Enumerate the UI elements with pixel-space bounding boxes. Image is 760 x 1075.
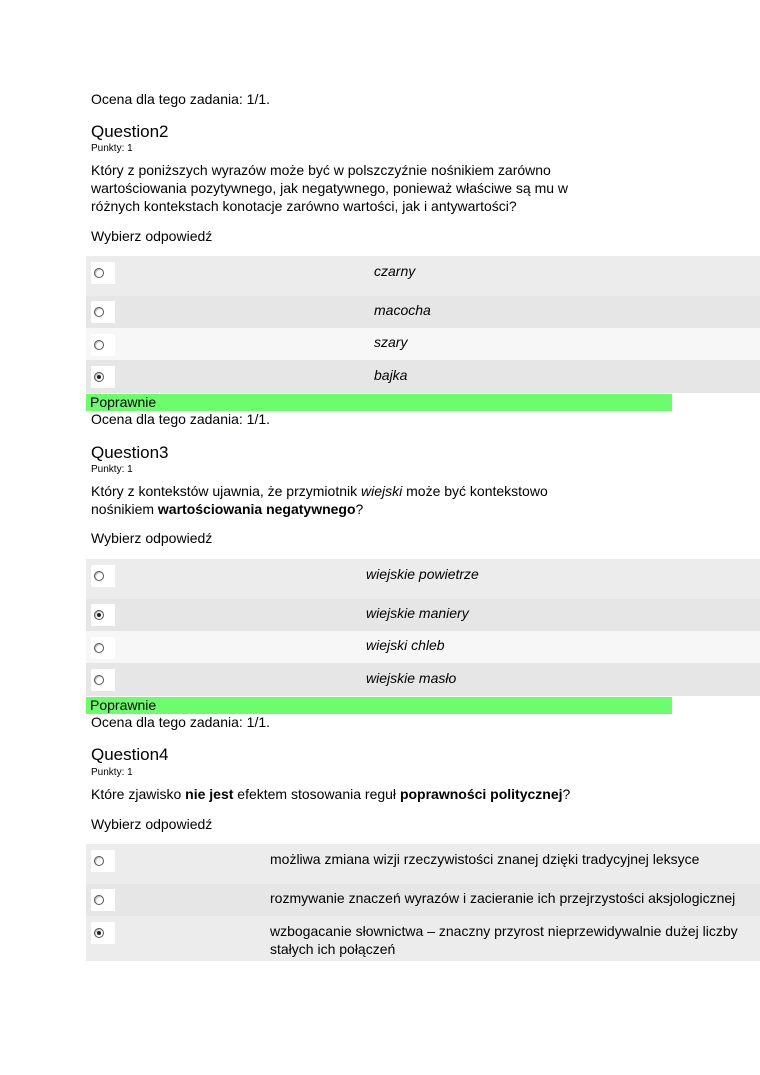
question-2-grade: Ocena dla tego zadania: 1/1. (91, 411, 271, 427)
radio-button[interactable] (91, 850, 115, 872)
answer-row[interactable] (86, 256, 760, 296)
radio-button[interactable] (91, 637, 115, 659)
radio-circle-icon (94, 856, 104, 866)
question-2-text-line: różnych kontekstach konotacje zarówno wartości, jak i antywartości? (91, 198, 517, 214)
radio-circle-icon (94, 643, 104, 653)
radio-selected-icon (94, 372, 104, 382)
question-3-text-line: nośnikiem wartościowania negatywnego? (91, 501, 364, 517)
question-4-prompt: Wybierz odpowiedź (91, 816, 213, 832)
answer-label-continuation: stałych ich połączeń (270, 941, 396, 957)
feedback-correct: Poprawnie (86, 697, 672, 714)
answer-label: macocha (374, 302, 431, 318)
question-3-prompt: Wybierz odpowiedź (91, 530, 213, 546)
question-2-text-line: wartościowania pozytywnego, jak negatywnego, ponieważ właściwe są mu w (91, 180, 569, 196)
radio-circle-icon (94, 675, 104, 685)
question-number: 4 (159, 745, 169, 764)
question-3-text-line: Który z kontekstów ujawnia, że przymiotnik wiejski może być kontekstowo (91, 483, 548, 499)
question-label: Question (91, 122, 160, 141)
answer-label: wiejskie powietrze (366, 566, 479, 582)
question-2-title (91, 122, 169, 142)
q1-grade: Ocena dla tego zadania: 1/1. (91, 91, 271, 107)
radio-button[interactable] (91, 262, 115, 284)
radio-button[interactable] (91, 565, 115, 587)
question-3-grade: Ocena dla tego zadania: 1/1. (91, 714, 271, 730)
question-4-points: Punkty: 1 (91, 767, 133, 778)
answer-row[interactable] (86, 328, 760, 360)
question-2-text-line: Który z poniższych wyrazów może być w polszczyźnie nośnikiem zarówno (91, 162, 551, 178)
answer-label: wiejskie masło (366, 670, 457, 686)
question-3-points: Punkty: 1 (91, 464, 133, 475)
radio-circle-icon (94, 571, 104, 581)
radio-selected-icon (94, 610, 104, 620)
answer-label: rozmywanie znaczeń wyrazów i zacieranie ich przejrzystości aksjologicznej (270, 890, 736, 906)
answer-label: wiejski chleb (366, 637, 445, 653)
answer-label: wiejskie maniery (366, 605, 469, 621)
feedback-correct: Poprawnie (86, 394, 672, 411)
question-2-text (91, 161, 651, 215)
question-4-title (91, 745, 169, 765)
answer-label: możliwa zmiana wizji rzeczywistości znanej dzięki tradycyjnej leksyce (270, 851, 700, 867)
question-2-points: Punkty: 1 (91, 143, 133, 154)
radio-button-selected[interactable] (91, 922, 115, 944)
question-2-prompt: Wybierz odpowiedź (91, 228, 213, 244)
question-number: 3 (159, 443, 169, 462)
radio-circle-icon (94, 340, 104, 350)
radio-button[interactable] (91, 669, 115, 691)
answer-row[interactable] (86, 360, 760, 393)
question-label: Question (91, 745, 160, 764)
radio-button-selected[interactable] (91, 366, 115, 388)
question-number: 2 (159, 122, 169, 141)
answer-label: czarny (374, 263, 416, 279)
radio-button[interactable] (91, 334, 115, 356)
question-3-text (91, 482, 651, 518)
answer-label: szary (374, 334, 408, 350)
radio-button-selected[interactable] (91, 604, 115, 626)
radio-button[interactable] (91, 889, 115, 911)
radio-button[interactable] (91, 301, 115, 323)
question-3-title (91, 443, 169, 463)
question-label: Question (91, 443, 160, 462)
answer-label: bajka (374, 367, 408, 383)
radio-circle-icon (94, 307, 104, 317)
question-4-text: Które zjawisko nie jest efektem stosowania reguł poprawności politycznej? (91, 786, 571, 802)
radio-circle-icon (94, 268, 104, 278)
answer-label: wzbogacanie słownictwa – znaczny przyrost nieprzewidywalnie dużej liczby (270, 923, 738, 939)
radio-circle-icon (94, 895, 104, 905)
radio-selected-icon (94, 928, 104, 938)
